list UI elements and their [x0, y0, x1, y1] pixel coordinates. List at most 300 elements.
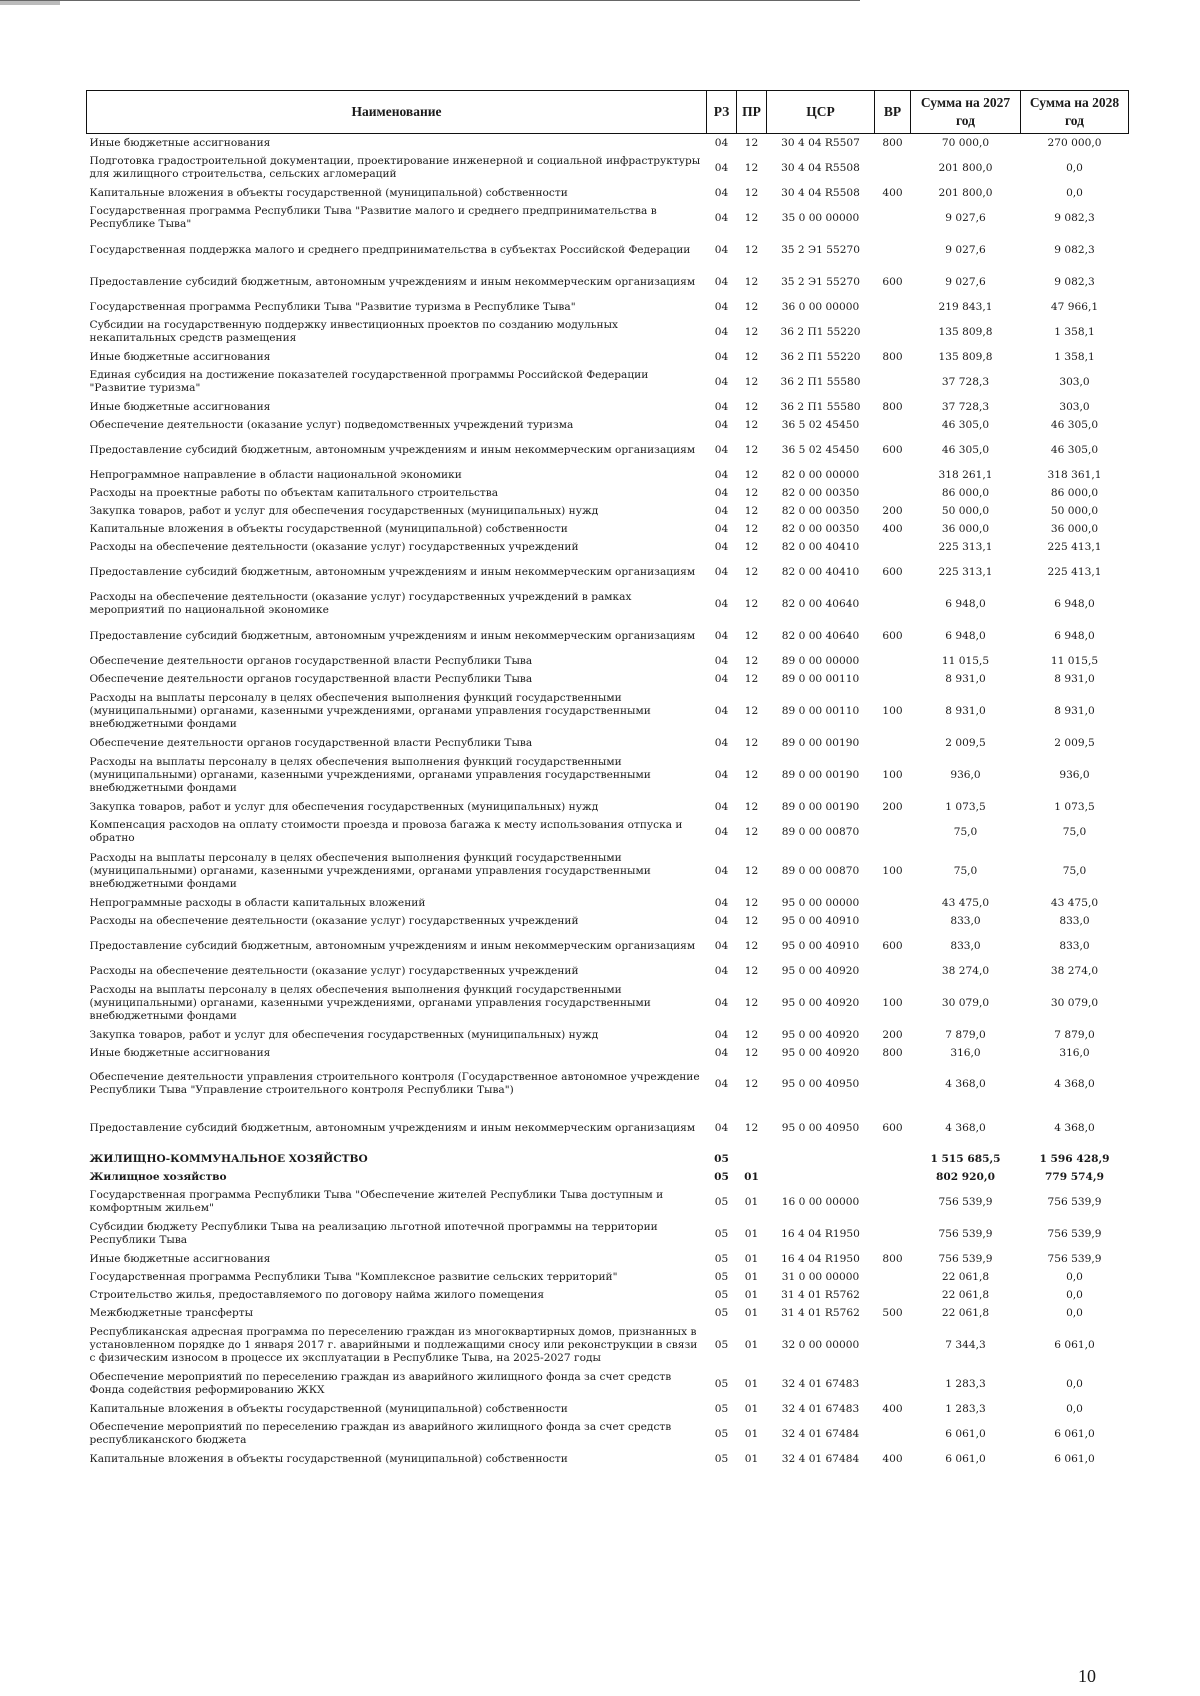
cell-sum-2027: 4 368,0: [945, 1121, 986, 1134]
cell-sum-2028: 0,0: [1066, 161, 1083, 174]
cell-sum-2028: 6 061,0: [1054, 1338, 1095, 1351]
cell-sum-2028: 46 305,0: [1050, 418, 1099, 431]
cell-name: Закупка товаров, работ и услуг для обеспечения государственных (муниципальных) нужд: [89, 504, 599, 517]
cell-name: Расходы на обеспечение деятельности (оказание услуг) государственных учреждений: [89, 540, 579, 553]
cell-name: Государственная программа Республики Тыва "Развитие туризма в Республике Тыва": [89, 300, 576, 313]
cell-name: Капитальные вложения в объекты государственной (муниципальной) собственности: [89, 1402, 568, 1415]
cell-pr: 12: [744, 375, 759, 388]
cell-sum-2027: 22 061,8: [941, 1270, 990, 1283]
cell-vr: [875, 1062, 911, 1106]
table-row: [87, 930, 1129, 962]
cell-sum-2028: 779 574,9: [1045, 1170, 1104, 1183]
cell-sum-2028: 756 539,9: [1047, 1252, 1102, 1265]
cell-sum-2027: 756 539,9: [938, 1252, 993, 1265]
cell-name: Обеспечение мероприятий по переселению граждан из аварийного жилищного фонда за счет средств Фонда содействия реформированию ЖКХ: [89, 1371, 672, 1396]
table-row: [87, 652, 1129, 670]
cell-vr: 100: [882, 996, 903, 1009]
table-row: [87, 502, 1129, 520]
cell-rz: 04: [714, 504, 729, 517]
cell-csr: 82 0 00 00350: [781, 522, 860, 535]
cell-csr: 89 0 00 00190: [781, 768, 860, 781]
cell-sum-2027: 936,0: [950, 768, 981, 781]
cell-rz: 04: [714, 325, 729, 338]
table-row: [87, 202, 1129, 234]
cell-sum-2028: 4 368,0: [1054, 1121, 1095, 1134]
cell-sum-2028: 75,0: [1062, 825, 1087, 838]
cell-vr: [875, 1218, 911, 1250]
cell-pr: 12: [744, 825, 759, 838]
cell-csr: 82 0 00 40410: [781, 540, 860, 553]
cell-sum-2028: 8 931,0: [1054, 672, 1095, 685]
cell-rz: 04: [714, 350, 729, 363]
cell-vr: 600: [882, 939, 903, 952]
cell-rz: 04: [714, 939, 729, 952]
cell-name: Предоставление субсидий бюджетным, автономным учреждениям и иным некоммерческим организациям: [89, 1121, 696, 1134]
cell-sum-2027: 756 539,9: [938, 1227, 993, 1240]
cell-sum-2028: 36 000,0: [1050, 522, 1099, 535]
cell-csr: 95 0 00 40910: [781, 914, 860, 927]
cell-name: Капитальные вложения в объекты государственной (муниципальной) собственности: [89, 1452, 568, 1465]
cell-csr: 89 0 00 00870: [781, 825, 860, 838]
cell-sum-2028: 2 009,5: [1054, 736, 1095, 749]
cell-csr: 32 4 01 67484: [781, 1452, 860, 1465]
cell-sum-2028: 6 948,0: [1054, 597, 1095, 610]
cell-vr: 200: [882, 800, 903, 813]
cell-name: Единая субсидия на достижение показателей государственной программы Российской Федерации "Развитие туризма": [89, 369, 649, 394]
cell-rz: 04: [714, 540, 729, 553]
cell-vr: 100: [882, 768, 903, 781]
cell-rz: 04: [714, 522, 729, 535]
cell-rz: 05: [714, 1377, 729, 1390]
cell-name: Расходы на проектные работы по объектам капитального строительства: [89, 486, 499, 499]
table-row: [87, 466, 1129, 484]
cell-name: Республиканская адресная программа по переселению граждан из многоквартирных домов, признанных в установленном порядке до 1 января 2017 г. аварийными и подлежащими сносу или реконструкции в связи с физическим износом в процессе их эксплуатации в Республике Тыва, на 2025-2027 годы: [89, 1325, 698, 1364]
cell-sum-2027: 86 000,0: [941, 486, 990, 499]
cell-pr: 12: [744, 136, 759, 149]
cell-rz: 04: [714, 914, 729, 927]
cell-vr: [875, 1186, 911, 1218]
table-row: [87, 848, 1129, 894]
cell-csr: 30 4 04 R5507: [781, 136, 860, 149]
cell-sum-2028: 50 000,0: [1050, 504, 1099, 517]
cell-name: Государственная программа Республики Тыва "Развитие малого и среднего предпринимательства в Республике Тыва": [89, 205, 657, 230]
cell-sum-2028: 833,0: [1059, 914, 1090, 927]
table-row: [87, 588, 1129, 620]
cell-sum-2028: 4 368,0: [1054, 1077, 1095, 1090]
cell-sum-2028: 38 274,0: [1050, 964, 1099, 977]
table-row: [87, 734, 1129, 752]
cell-sum-2027: 9 027,6: [945, 243, 986, 256]
cell-rz: 05: [714, 1270, 729, 1283]
cell-csr: 89 0 00 00110: [781, 672, 860, 685]
cell-csr: 16 4 04 R1950: [781, 1252, 860, 1265]
cell-sum-2027: 1 283,3: [945, 1402, 986, 1415]
cell-csr: 36 5 02 45450: [781, 443, 860, 456]
cell-rz: 04: [714, 825, 729, 838]
cell-csr: 95 0 00 40950: [781, 1077, 860, 1090]
cell-vr: 400: [882, 1452, 903, 1465]
cell-rz: 04: [714, 629, 729, 642]
cell-name: Расходы на выплаты персоналу в целях обеспечения выполнения функций государственными (муниципальными) органами, казенными учреждениями, органами управления государственными внебюджетными фондами: [89, 851, 651, 890]
cell-csr: 89 0 00 00190: [781, 800, 860, 813]
cell-rz: 04: [714, 300, 729, 313]
cell-rz: 05: [714, 1170, 729, 1183]
cell-vr: 500: [882, 1306, 903, 1319]
cell-vr: 600: [882, 629, 903, 642]
cell-csr: 95 0 00 40920: [781, 1028, 860, 1041]
cell-rz: 04: [714, 1046, 729, 1059]
cell-sum-2028: 1 073,5: [1054, 800, 1095, 813]
cell-vr: [875, 894, 911, 912]
table-row: [87, 234, 1129, 266]
cell-pr: 12: [744, 300, 759, 313]
table-row: [87, 894, 1129, 912]
cell-pr: 12: [744, 243, 759, 256]
cell-vr: 800: [882, 400, 903, 413]
cell-sum-2028: 1 358,1: [1054, 325, 1095, 338]
cell-sum-2027: 1 073,5: [945, 800, 986, 813]
cell-vr: [875, 652, 911, 670]
cell-vr: 600: [882, 443, 903, 456]
cell-vr: [875, 1322, 911, 1368]
cell-csr: 82 0 00 40640: [781, 629, 860, 642]
cell-name: Расходы на выплаты персоналу в целях обеспечения выполнения функций государственными (муниципальными) органами, казенными учреждениями, органами управления государственными внебюджетными фондами: [89, 755, 651, 794]
cell-csr: 36 0 00 00000: [781, 300, 860, 313]
cell-csr: 95 0 00 40910: [781, 939, 860, 952]
cell-rz: 04: [714, 243, 729, 256]
cell-vr: [875, 316, 911, 348]
cell-sum-2027: 22 061,8: [941, 1306, 990, 1319]
cell-name: Государственная программа Республики Тыва "Обеспечение жителей Республики Тыва доступным и комфортным жильем": [89, 1189, 664, 1214]
cell-csr: 36 2 П1 55580: [780, 375, 861, 388]
cell-rz: 04: [714, 486, 729, 499]
cell-rz: 04: [714, 275, 729, 288]
cell-rz: 04: [714, 161, 729, 174]
cell-pr: 12: [744, 418, 759, 431]
cell-pr: 12: [744, 400, 759, 413]
cell-csr: 89 0 00 00870: [781, 864, 860, 877]
cell-vr: [875, 816, 911, 848]
cell-sum-2028: 6 061,0: [1054, 1452, 1095, 1465]
cell-csr: 35 2 Э1 55270: [781, 243, 860, 256]
table-row: [87, 538, 1129, 556]
cell-sum-2028: 0,0: [1066, 1306, 1083, 1319]
cell-pr: 01: [744, 1227, 759, 1240]
top-rule: [0, 0, 860, 1]
table-row: [87, 670, 1129, 688]
cell-pr: 01: [744, 1377, 759, 1390]
cell-sum-2027: 37 728,3: [941, 375, 990, 388]
cell-pr: 12: [744, 996, 759, 1009]
cell-rz: 05: [714, 1152, 729, 1165]
cell-vr: [875, 298, 911, 316]
cell-pr: 12: [744, 736, 759, 749]
cell-vr: 800: [882, 136, 903, 149]
table-row: [87, 1304, 1129, 1322]
cell-name: Обеспечение деятельности органов государственной власти Республики Тыва: [89, 654, 533, 667]
cell-pr: 12: [744, 486, 759, 499]
table-row: [87, 1418, 1129, 1450]
cell-csr: 31 4 01 R5762: [781, 1306, 860, 1319]
cell-csr: 82 0 00 40640: [781, 597, 860, 610]
cell-rz: 05: [714, 1402, 729, 1415]
cell-sum-2028: 936,0: [1059, 768, 1090, 781]
cell-sum-2028: 0,0: [1066, 1288, 1083, 1301]
cell-sum-2027: 9 027,6: [945, 211, 986, 224]
cell-sum-2027: 36 000,0: [941, 522, 990, 535]
cell-rz: 04: [714, 443, 729, 456]
cell-sum-2027: 22 061,8: [941, 1288, 990, 1301]
cell-csr: 95 0 00 00000: [781, 896, 860, 909]
cell-csr: 95 0 00 40920: [781, 964, 860, 977]
cell-name: Расходы на выплаты персоналу в целях обеспечения выполнения функций государственными (муниципальными) органами, казенными учреждениями, органами управления государственными внебюджетными фондами: [89, 983, 651, 1022]
table-row: [87, 1168, 1129, 1186]
cell-pr: 12: [744, 629, 759, 642]
cell-sum-2027: 8 931,0: [945, 704, 986, 717]
cell-rz: 04: [714, 1077, 729, 1090]
cell-vr: [875, 1150, 911, 1168]
cell-vr: [875, 1168, 911, 1186]
table-row: [87, 520, 1129, 538]
cell-vr: [875, 466, 911, 484]
cell-rz: 04: [714, 375, 729, 388]
cell-name: Капитальные вложения в объекты государственной (муниципальной) собственности: [89, 186, 568, 199]
cell-name: Предоставление субсидий бюджетным, автономным учреждениям и иным некоммерческим организациям: [89, 275, 696, 288]
cell-csr: [767, 1150, 875, 1168]
cell-pr: 01: [744, 1306, 759, 1319]
cell-sum-2028: 75,0: [1062, 864, 1087, 877]
cell-sum-2028: 303,0: [1059, 400, 1090, 413]
cell-csr: 89 0 00 00190: [781, 736, 860, 749]
cell-csr: 36 5 02 45450: [781, 418, 860, 431]
cell-sum-2028: 9 082,3: [1054, 211, 1095, 224]
cell-name: Предоставление субсидий бюджетным, автономным учреждениям и иным некоммерческим организациям: [89, 565, 696, 578]
cell-pr: 12: [744, 350, 759, 363]
cell-name: Обеспечение деятельности (оказание услуг) подведомственных учреждений туризма: [89, 418, 574, 431]
cell-sum-2028: 46 305,0: [1050, 443, 1099, 456]
page-number: 10: [1078, 1666, 1096, 1686]
table-row: [87, 1026, 1129, 1044]
cell-csr: [767, 1168, 875, 1186]
header-rz: РЗ: [707, 91, 737, 134]
cell-sum-2028: 225 413,1: [1047, 540, 1102, 553]
cell-name: Расходы на обеспечение деятельности (оказание услуг) государственных учреждений: [89, 964, 579, 977]
cell-name: Обеспечение деятельности органов государственной власти Республики Тыва: [89, 736, 533, 749]
cell-name: Закупка товаров, работ и услуг для обеспечения государственных (муниципальных) нужд: [89, 1028, 599, 1041]
cell-rz: 04: [714, 654, 729, 667]
table-row: [87, 1368, 1129, 1400]
cell-vr: 400: [882, 1402, 903, 1415]
cell-vr: [875, 538, 911, 556]
cell-csr: 82 0 00 40410: [781, 565, 860, 578]
cell-rz: 04: [714, 996, 729, 1009]
cell-name: Обеспечение мероприятий по переселению граждан из аварийного жилищного фонда за счет средств республиканского бюджета: [89, 1421, 672, 1446]
cell-name: ЖИЛИЩНО-КОММУНАЛЬНОЕ ХОЗЯЙСТВО: [89, 1152, 368, 1165]
table-row: [87, 266, 1129, 298]
table-row: [87, 348, 1129, 366]
cell-csr: 82 0 00 00000: [781, 468, 860, 481]
cell-vr: 400: [882, 522, 903, 535]
header-name: Наименование: [87, 91, 707, 134]
cell-vr: [875, 962, 911, 980]
cell-csr: 35 0 00 00000: [781, 211, 860, 224]
header-sum-2028: Сумма на 2028 год: [1021, 91, 1129, 134]
table-header-row: [87, 91, 1129, 134]
cell-csr: 89 0 00 00110: [781, 704, 860, 717]
cell-pr: 12: [744, 1028, 759, 1041]
cell-sum-2028: 9 082,3: [1054, 243, 1095, 256]
cell-csr: 95 0 00 40920: [781, 996, 860, 1009]
cell-sum-2027: 2 009,5: [945, 736, 986, 749]
cell-csr: 32 0 00 00000: [781, 1338, 860, 1351]
cell-name: Субсидии бюджету Республики Тыва на реализацию льготной ипотечной программы на территории Республики Тыва: [89, 1221, 658, 1246]
cell-vr: [875, 912, 911, 930]
table-row: [87, 416, 1129, 434]
cell-csr: 32 4 01 67483: [781, 1377, 860, 1390]
cell-pr: 12: [744, 704, 759, 717]
cell-rz: 05: [714, 1252, 729, 1265]
header-vr: ВР: [875, 91, 911, 134]
cell-name: Непрограммные расходы в области капитальных вложений: [89, 896, 426, 909]
cell-rz: 05: [714, 1288, 729, 1301]
cell-rz: 04: [714, 565, 729, 578]
cell-pr: 01: [744, 1338, 759, 1351]
cell-rz: 04: [714, 864, 729, 877]
cell-sum-2028: 9 082,3: [1054, 275, 1095, 288]
cell-sum-2027: 7 879,0: [945, 1028, 986, 1041]
cell-pr: 12: [744, 654, 759, 667]
cell-pr: 12: [744, 565, 759, 578]
table-row: [87, 912, 1129, 930]
cell-vr: 800: [882, 1252, 903, 1265]
cell-sum-2027: 225 313,1: [938, 565, 993, 578]
cell-rz: 04: [714, 704, 729, 717]
cell-vr: 800: [882, 1046, 903, 1059]
cell-csr: 31 0 00 00000: [781, 1270, 860, 1283]
table-row: [87, 298, 1129, 316]
cell-vr: [875, 670, 911, 688]
cell-name: Расходы на выплаты персоналу в целях обеспечения выполнения функций государственными (муниципальными) органами, казенными учреждениями, органами управления государственными внебюджетными фондами: [89, 691, 651, 730]
cell-sum-2027: 6 061,0: [945, 1427, 986, 1440]
cell-sum-2027: 30 079,0: [941, 996, 990, 1009]
cell-sum-2028: 8 931,0: [1054, 704, 1095, 717]
table-row: [87, 1286, 1129, 1304]
cell-csr: 16 4 04 R1950: [781, 1227, 860, 1240]
cell-pr: 01: [744, 1170, 759, 1183]
cell-vr: 600: [882, 565, 903, 578]
cell-vr: 200: [882, 504, 903, 517]
cell-pr: 12: [744, 914, 759, 927]
cell-sum-2027: 802 920,0: [936, 1170, 995, 1183]
cell-rz: 04: [714, 768, 729, 781]
header-csr: ЦСР: [767, 91, 875, 134]
table-row: [87, 980, 1129, 1026]
cell-rz: 04: [714, 800, 729, 813]
table-row: [87, 1106, 1129, 1150]
cell-rz: 04: [714, 597, 729, 610]
cell-name: Иные бюджетные ассигнования: [89, 350, 271, 363]
cell-csr: 30 4 04 R5508: [781, 186, 860, 199]
cell-name: Обеспечение деятельности органов государственной власти Республики Тыва: [89, 672, 533, 685]
table-row: [87, 688, 1129, 734]
cell-csr: 35 2 Э1 55270: [781, 275, 860, 288]
cell-sum-2027: 37 728,3: [941, 400, 990, 413]
table-row: [87, 484, 1129, 502]
table-body: [87, 134, 1129, 1469]
cell-pr: 12: [744, 896, 759, 909]
cell-name: Подготовка градостроительной документации, проектирование инженерной и социальной инфраструктуры для жилищного строительства, сельских агломераций: [89, 155, 701, 180]
cell-pr: 12: [744, 211, 759, 224]
table-row: [87, 556, 1129, 588]
cell-rz: 04: [714, 418, 729, 431]
table-row: [87, 1268, 1129, 1286]
cell-sum-2028: 0,0: [1066, 1402, 1083, 1415]
cell-sum-2027: 219 843,1: [938, 300, 993, 313]
cell-sum-2028: 0,0: [1066, 1377, 1083, 1390]
cell-sum-2027: 38 274,0: [941, 964, 990, 977]
cell-vr: [875, 152, 911, 184]
cell-rz: 05: [714, 1195, 729, 1208]
table-row: [87, 816, 1129, 848]
table-row: [87, 184, 1129, 202]
cell-sum-2028: 270 000,0: [1047, 136, 1102, 149]
cell-pr: 12: [744, 540, 759, 553]
cell-sum-2027: 135 809,8: [938, 325, 993, 338]
header-sum-2027: Сумма на 2027 год: [911, 91, 1021, 134]
cell-name: Иные бюджетные ассигнования: [89, 1046, 271, 1059]
cell-rz: 04: [714, 964, 729, 977]
table-row: [87, 398, 1129, 416]
cell-csr: 89 0 00 00000: [781, 654, 860, 667]
cell-sum-2028: 225 413,1: [1047, 565, 1102, 578]
table-row: [87, 752, 1129, 798]
cell-vr: [875, 588, 911, 620]
cell-pr: 12: [744, 443, 759, 456]
cell-csr: 82 0 00 00350: [781, 486, 860, 499]
cell-pr: 01: [744, 1452, 759, 1465]
cell-rz: 04: [714, 211, 729, 224]
cell-pr: 12: [744, 768, 759, 781]
cell-vr: 100: [882, 864, 903, 877]
cell-name: Жилищное хозяйство: [89, 1170, 227, 1183]
cell-sum-2027: 6 948,0: [945, 629, 986, 642]
cell-sum-2028: 7 879,0: [1054, 1028, 1095, 1041]
cell-sum-2028: 43 475,0: [1050, 896, 1099, 909]
cell-rz: 05: [714, 1427, 729, 1440]
cell-csr: 95 0 00 40950: [781, 1121, 860, 1134]
cell-sum-2027: 7 344,3: [945, 1338, 986, 1351]
cell-pr: 12: [744, 468, 759, 481]
cell-name: Иные бюджетные ассигнования: [89, 1252, 271, 1265]
cell-rz: 04: [714, 136, 729, 149]
cell-sum-2027: 43 475,0: [941, 896, 990, 909]
cell-pr: 01: [744, 1195, 759, 1208]
cell-csr: 95 0 00 40920: [781, 1046, 860, 1059]
table-row: [87, 1044, 1129, 1062]
table-row: [87, 1218, 1129, 1250]
cell-rz: 04: [714, 1121, 729, 1134]
cell-pr: 12: [744, 186, 759, 199]
cell-sum-2027: 1 515 685,5: [930, 1152, 1001, 1165]
cell-name: Предоставление субсидий бюджетным, автономным учреждениям и иным некоммерческим организациям: [89, 443, 696, 456]
table-row: [87, 1322, 1129, 1368]
cell-pr: 01: [744, 1427, 759, 1440]
cell-pr: 01: [744, 1288, 759, 1301]
cell-rz: 04: [714, 468, 729, 481]
cell-vr: [875, 366, 911, 398]
cell-sum-2027: 833,0: [950, 939, 981, 952]
cell-sum-2027: 4 368,0: [945, 1077, 986, 1090]
